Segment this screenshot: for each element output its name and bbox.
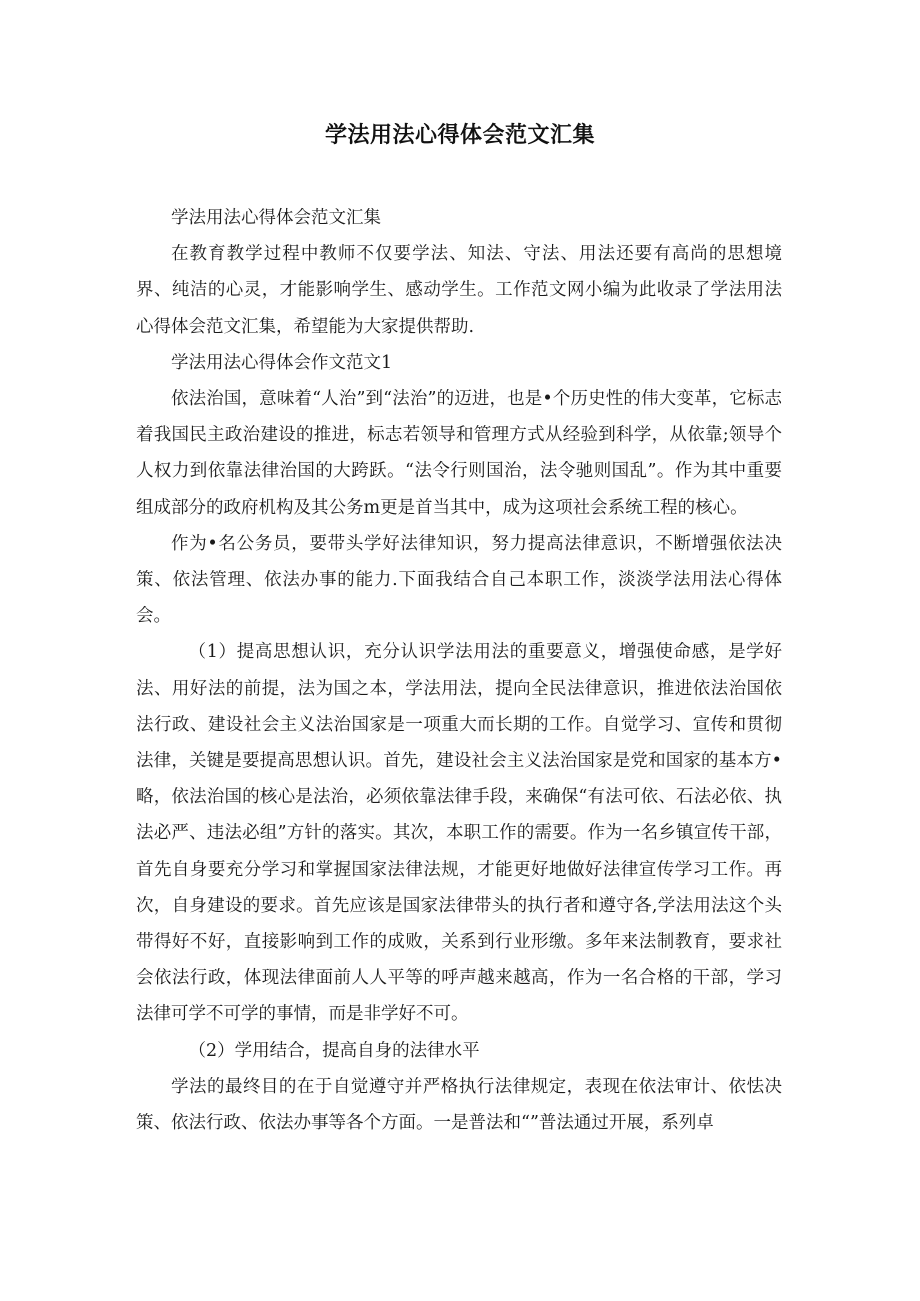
paragraph-final-purpose: 学法的最终目的在于自觉遵守并严格执行法律规定，表现在依法审计、依怯决策、依法行政、依法办事等各个方面。一是普法和“”普法通过开展，系列卓 xyxy=(136,1076,782,1134)
paragraph-civil-servant: 作为•名公务员，要带头学好法律知识，努力提高法律意识，不断增强依法决策、依法管理、依法办事的能力.下面我结合自己本职工作，淡淡学法用法心得体会。 xyxy=(136,533,782,627)
paragraph-section-title: 学法用法心得体会作文范文1 xyxy=(171,352,393,373)
paragraph-point-2: （2）学用结合，提高自身的法律水平 xyxy=(188,1040,480,1061)
document-title: 学法用法心得体会范文汇集 xyxy=(324,123,595,148)
paragraph-rule-of-law: 依法治国，意味着“人治”到“法治”的迈进，也是•个历史性的伟大变革，它标志着我国民主政治建设的推进，标志若领导和管理方式从经验到科学，从依靠;领导个人权力到依靠法律治国的大跨跃。“法令行则国治，法令驰则国乱”。作为其中重要组成部分的政府机构及其公务m更是首当其中，成为这项社会系统工程的核心。 xyxy=(136,389,782,518)
paragraph-heading: 学法用法心得体会范文汇集 xyxy=(171,208,381,228)
document-body xyxy=(136,200,782,1141)
paragraph-intro: 在教育教学过程中教师不仅要学法、知法、守法、用法还要有高尚的思想境界、纯洁的心灵，才能影响学生、感动学生。工作范文网小编为此收录了学法用法心得体会范文汇集，希望能为大家提供帮助. xyxy=(136,244,782,337)
paragraph-point-1: （1）提高思想认识，充分认识学法用法的重要意义，增强使命感，是学好法、用好法的前提，法为国之本，学法用法，提向全民法律意识，推进依法治国依法行政、建设社会主义法治国家是一项重大而长期的工作。自觉学习、宣传和贯彻法律，关键是要提高思想认识。首先，建设社会主义法治国家是党和国家的基本方•略，依法治国的核心是法治，必须依靠法律手段，来确保“有法可依、石法必依、执法必严、违法必组”方针的落实。其次，本职工作的需要。作为一名乡镇宣传干部，首先自身要充分学习和掌握国家法律法规，才能更好地做好法律宣传学习工作。再次，自身建设的要求。首先应该是国家法律带头的执行者和遵守各,学法用法这个头带得好不好，直接影响到工作的成败，关系到行业形缴。多年来法制教育，要求社会依法行政，体现法律面前人人平等的呼声越来越高，作为一名合格的干部，学习法律可学不可学的事情，而是非学好不可。 xyxy=(136,642,782,1025)
